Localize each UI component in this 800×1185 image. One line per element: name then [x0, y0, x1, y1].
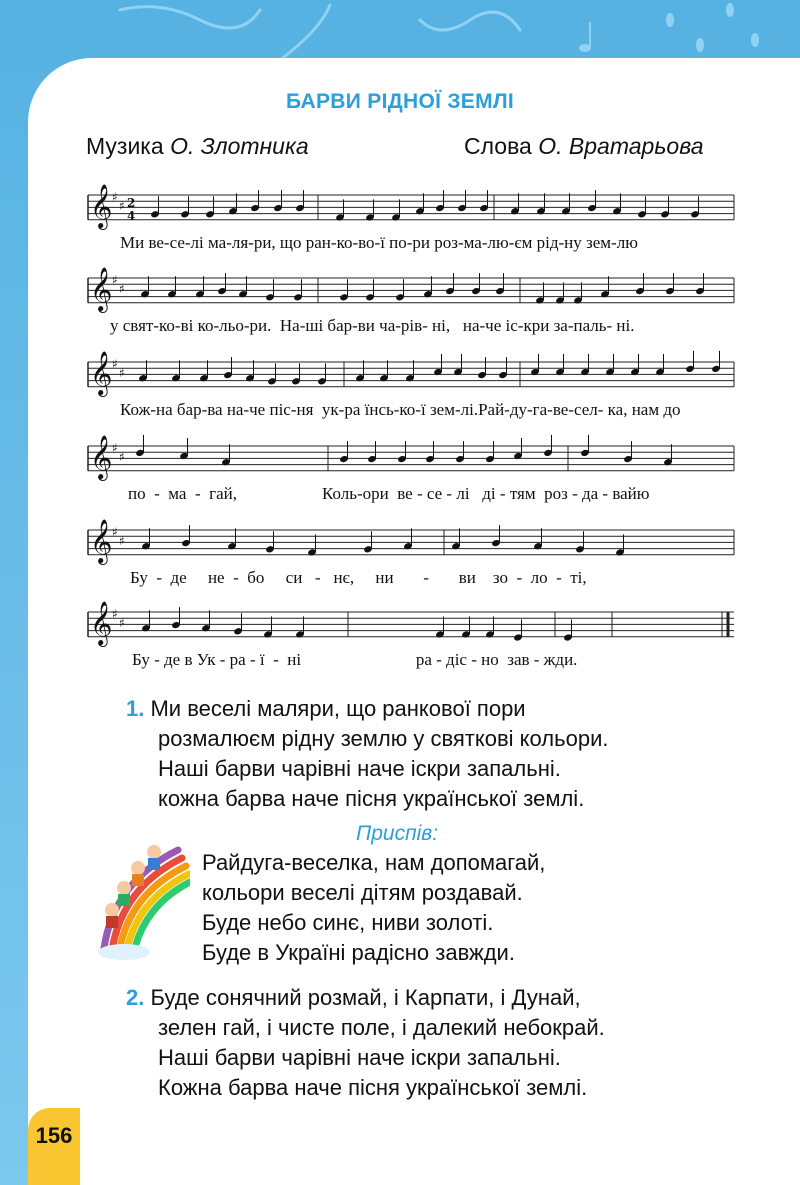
- verse-2-line-2: зелен гай, і чисте поле, і далекий небокрай.: [158, 1015, 605, 1040]
- sharp-sign: ♯: [112, 273, 118, 287]
- sharp-sign: ♯: [119, 450, 125, 464]
- lyrics-line-2: у свят-ко-ві ко-льо-ри. На-ші бар-ви ча-рів- ні, на-че іс-кри за-паль- ні.: [110, 316, 635, 335]
- verse-1-number: 1.: [126, 696, 145, 721]
- lyrics-line-1: Ми ве-се-лі ма-ля-ри, що ран-ко-во-ї по-ри роз-ма-лю-єм рід-ну зем-лю: [120, 233, 638, 252]
- verse-2: [126, 983, 605, 1103]
- sharp-sign: ♯: [112, 190, 118, 204]
- treble-clef: 𝄞: [90, 184, 113, 228]
- refrain-line-3: Буде небо синє, ниви золоті.: [202, 910, 494, 935]
- sharp-sign: ♯: [119, 282, 125, 296]
- treble-clef: 𝄞: [90, 267, 113, 311]
- sharp-sign: ♯: [119, 366, 125, 380]
- page-number-tab: [28, 1108, 80, 1185]
- music-author: О. Злотника: [170, 133, 309, 159]
- treble-clef: 𝄞: [90, 519, 113, 563]
- verse-2-number: 2.: [126, 985, 145, 1010]
- verse-1-line-3: Наші барви чарівні наче іскри запальні.: [158, 756, 561, 781]
- sharp-sign: ♯: [119, 199, 125, 213]
- refrain-text: [202, 848, 545, 968]
- page-number: 156: [35, 1123, 73, 1148]
- words-author: О. Вратарьова: [538, 133, 704, 159]
- words-label: Слова: [464, 133, 532, 159]
- refrain-line-1: Райдуга-веселка, нам допомагай,: [202, 850, 546, 875]
- time-signature-top: 2: [127, 196, 136, 210]
- verse-1: [126, 694, 608, 814]
- refrain-label: Приспів:: [356, 822, 439, 845]
- sharp-sign: ♯: [112, 441, 118, 455]
- refrain-line-4: Буде в Україні радісно завжди.: [202, 940, 515, 965]
- sharp-sign: ♯: [119, 534, 125, 548]
- lyrics-line-6: Бу - де в Ук - ра - ї - ні ра - діс - но зав - жди.: [132, 650, 578, 669]
- verse-1-line-1: Ми веселі маляри, що ранкової пори: [150, 696, 526, 721]
- verse-2-line-3: Наші барви чарівні наче іскри запальні.: [158, 1045, 561, 1070]
- verse-1-line-2: розмалюєм рідну землю у святкові кольори.: [158, 726, 609, 751]
- verse-2-line-4: Кожна барва наче пісня української землі.: [158, 1075, 588, 1100]
- song-title: БАРВИ РІДНОЇ ЗЕМЛІ: [285, 90, 515, 113]
- sharp-sign: ♯: [112, 607, 118, 621]
- lyrics-line-4: по - ма - гай, Коль-ори ве - се - лі ді - тям роз - да - вайю: [128, 484, 650, 503]
- sharp-sign: ♯: [112, 525, 118, 539]
- lyrics-line-5: Бу - де не - бо си - нє, ни - ви зо - ло - ті,: [130, 568, 587, 587]
- treble-clef: 𝄞: [90, 601, 113, 645]
- refrain-line-2: кольори веселі дітям роздавай.: [202, 880, 523, 905]
- sharp-sign: ♯: [119, 616, 125, 630]
- sharp-sign: ♯: [112, 357, 118, 371]
- verse-1-line-4: кожна барва наче пісня української землі.: [158, 786, 585, 811]
- music-label: Музика: [86, 133, 164, 159]
- treble-clef: 𝄞: [90, 351, 113, 395]
- lyrics-line-3: Кож-на бар-ва на-че піс-ня ук-ра їнсь-ко-ї зем-лі.Рай-ду-га-ве-сел- ка, нам до: [120, 400, 681, 419]
- rainbow-children-illustration: [92, 838, 190, 960]
- verse-2-line-1: Буде сонячний розмай, і Карпати, і Дунай,: [150, 985, 581, 1010]
- treble-clef: 𝄞: [90, 435, 113, 479]
- time-signature-bottom: 4: [127, 209, 136, 223]
